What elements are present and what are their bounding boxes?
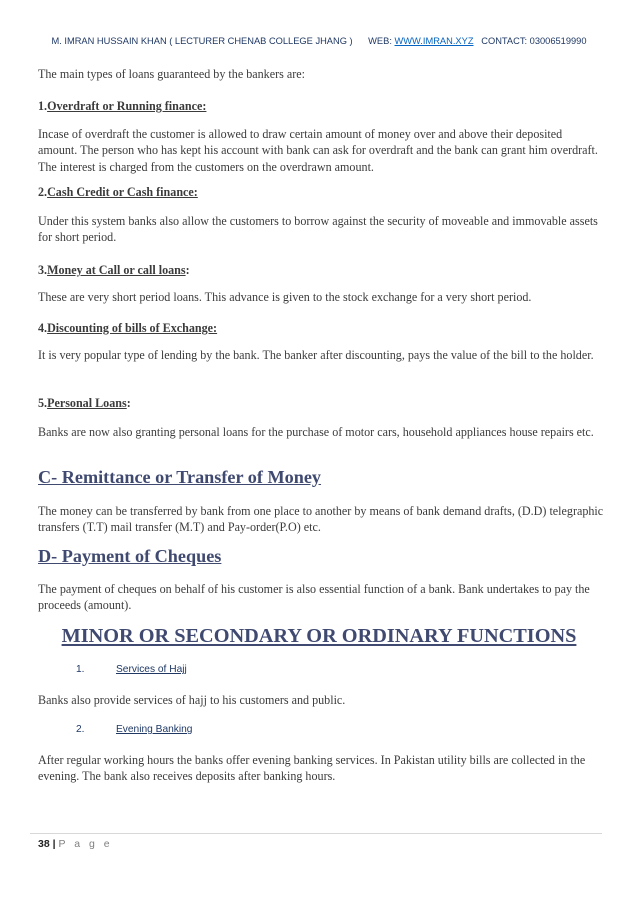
section-d-text: The payment of cheques on behalf of his customer is also essential function of a bank. Bank undertakes to pay the proceeds (amount).: [38, 582, 590, 613]
minor-item-1: [76, 664, 187, 675]
minor-item-2: [76, 724, 192, 735]
loan-num: 3.: [38, 263, 48, 277]
header-web-label: WEB:: [368, 36, 392, 46]
page-number: 38: [38, 838, 50, 850]
loan-text-3: These are very short period loans. This advance is given to the stock exchange for a very short period.: [38, 290, 532, 304]
loan-heading-5: [38, 395, 604, 411]
header-author: M. IMRAN HUSSAIN KHAN ( LECTURER CHENAB COLLEGE JHANG ): [51, 36, 353, 46]
page-header: [0, 36, 638, 46]
loan-num: 4.: [38, 321, 48, 335]
intro-text: The main types of loans guaranteed by the bankers are:: [38, 67, 305, 81]
header-web-link[interactable]: WWW.IMRAN.XYZ: [394, 36, 474, 46]
minor-item-label: Evening Banking: [116, 724, 193, 735]
loan-title: Personal Loans: [47, 396, 127, 410]
loan-title: Discounting of bills of Exchange:: [47, 321, 218, 335]
footer-divider: [30, 833, 602, 834]
loan-num: 5.: [38, 396, 48, 410]
page-footer: [38, 838, 113, 850]
minor-item-num: 1.: [76, 664, 85, 675]
page-word: P a g e: [58, 838, 113, 850]
loan-num: 1.: [38, 99, 48, 113]
section-d-heading: D- Payment of Cheques: [38, 546, 222, 566]
loan-text-2: Under this system banks also allow the customers to borrow against the security of moveable and immovable assets for short period.: [38, 214, 598, 245]
loan-title: Cash Credit or Cash finance:: [47, 185, 198, 199]
section-c-heading: C- Remittance or Transfer of Money: [38, 467, 322, 487]
loan-heading-3: [38, 262, 604, 278]
minor-item-2-text: After regular working hours the banks offer evening banking services. In Pakistan utility bills are collected in the evening. The bank also receives deposits after banking hours.: [38, 753, 586, 784]
minor-item-num: 2.: [76, 724, 85, 735]
loan-heading-1: [38, 98, 604, 114]
section-c-text: The money can be transferred by bank from one place to another by means of bank demand drafts, (D.D) telegraphic transfers (T.T) mail transfer (M.T) and Pay-order(P.O) etc.: [38, 504, 604, 535]
loan-text-5: Banks are now also granting personal loans for the purchase of motor cars, household appliances house repairs etc.: [38, 425, 594, 439]
header-contact: CONTACT: 03006519990: [481, 36, 587, 46]
loan-text-4: It is very popular type of lending by the bank. The banker after discounting, pays the value of the bill to the holder.: [38, 348, 594, 362]
footer-separator: |: [52, 838, 56, 850]
minor-item-1-text: Banks also provide services of hajj to his customers and public.: [38, 693, 346, 707]
loan-suffix: :: [126, 396, 131, 410]
loan-title: Overdraft or Running finance:: [47, 99, 207, 113]
loan-text-1: Incase of overdraft the customer is allowed to draw certain amount of money over and above their deposited amount. The person who has kept his account with bank can ask for overdraft and the bank can grant him overdraft. The interest is charged from the customers on the overdrawn amount.: [38, 127, 598, 174]
loan-heading-4: [38, 320, 604, 336]
loan-suffix: :: [185, 263, 190, 277]
loan-num: 2.: [38, 185, 48, 199]
minor-item-label: Services of Hajj: [116, 664, 187, 675]
loan-heading-2: [38, 184, 604, 200]
minor-functions-heading: MINOR OR SECONDARY OR ORDINARY FUNCTIONS: [61, 625, 577, 647]
loan-title: Money at Call or call loans: [47, 263, 186, 277]
